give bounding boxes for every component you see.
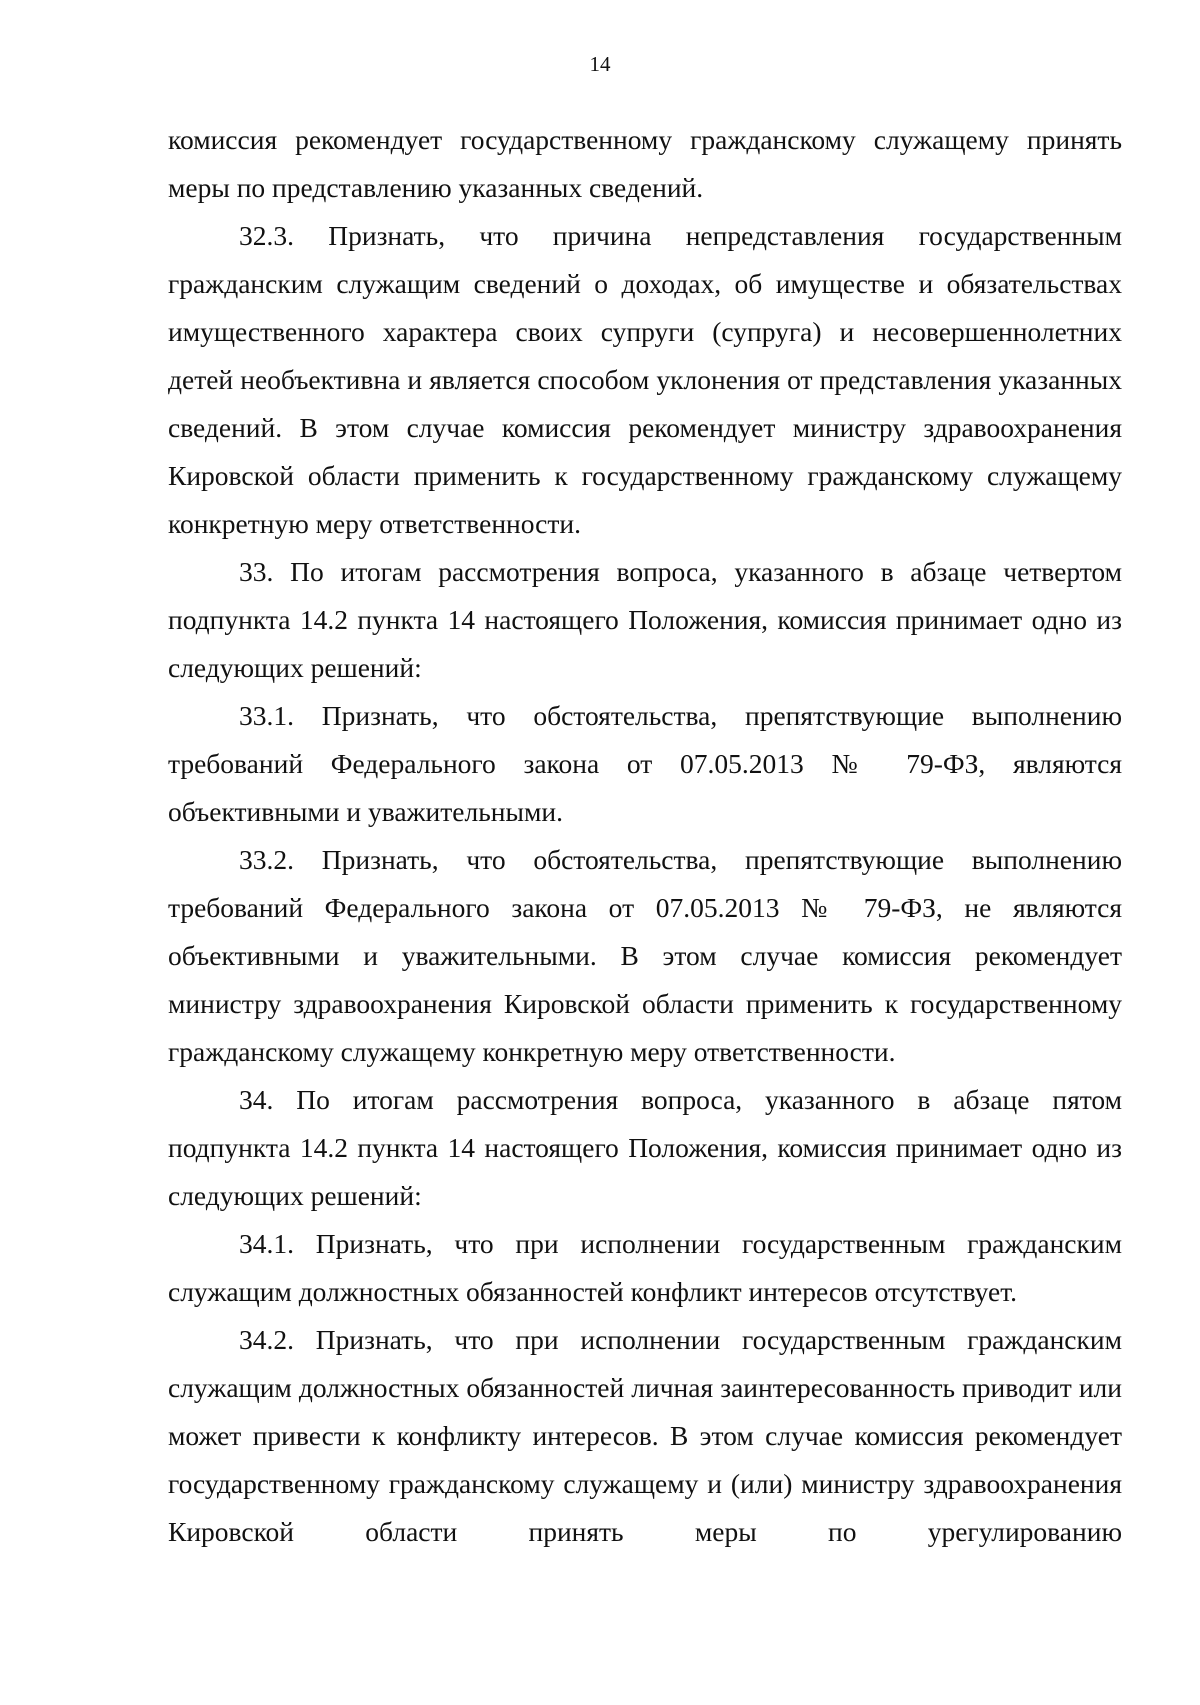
paragraph-33-1: 33.1. Признать, что обстоятельства, препятствующие выполнению требований Федерального закона от 07.05.2013 № 79-ФЗ, являются объективными и уважительными. (168, 700, 1122, 827)
document-body (168, 116, 1122, 1556)
paragraph-34-2: 34.2. Признать, что при исполнении государственным гражданским служащим должностных обязанностей личная заинтересованность приводит или может привести к конфликту интересов. В этом случае комиссия рекомендует государственному гражданскому служащему и (или) министру здравоохранения Кировской области принять меры по урегулированию (168, 1324, 1122, 1547)
paragraph-34-1: 34.1. Признать, что при исполнении государственным гражданским служащим должностных обязанностей конфликт интересов отсутствует. (168, 1228, 1122, 1307)
paragraph-33-2: 33.2. Признать, что обстоятельства, препятствующие выполнению требований Федерального закона от 07.05.2013 № 79-ФЗ, не являются объективными и уважительными. В этом случае комиссия рекомендует министру здравоохранения Кировской области применить к государственному гражданскому служащему конкретную меру ответственности. (168, 844, 1122, 1067)
page-number: 14 (589, 52, 611, 76)
paragraph-32-3: 32.3. Признать, что причина непредставления государственным гражданским служащим сведений о доходах, об имуществе и обязательствах имущественного характера своих супруги (супруга) и несовершеннолетних детей необъективна и является способом уклонения от представления указанных сведений. В этом случае комиссия рекомендует министру здравоохранения Кировской области применить к государственному гражданскому служащему конкретную меру ответственности. (168, 220, 1122, 539)
paragraph-33: 33. По итогам рассмотрения вопроса, указанного в абзаце четвертом подпункта 14.2 пункта 14 настоящего Положения, комиссия принимает одно из следующих решений: (168, 556, 1122, 683)
paragraph-34: 34. По итогам рассмотрения вопроса, указанного в абзаце пятом подпункта 14.2 пункта 14 настоящего Положения, комиссия принимает одно из следующих решений: (168, 1084, 1122, 1211)
paragraph-continuation: комиссия рекомендует государственному гражданскому служащему принять меры по представлению указанных сведений. (168, 124, 1122, 203)
